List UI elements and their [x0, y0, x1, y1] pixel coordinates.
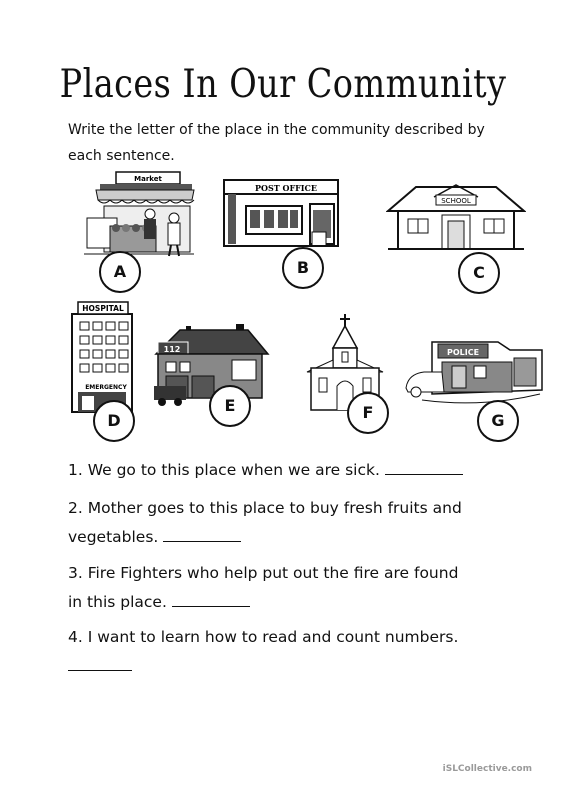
place-letter-c: C [458, 252, 500, 294]
hospital-icon [68, 300, 138, 414]
question-2 [68, 494, 508, 552]
question-4-text: 4. I want to learn how to read and count numbers. [68, 628, 459, 646]
question-1-text: 1. We go to this place when we are sick. [68, 461, 380, 479]
hospital-sign: HOSPITAL [82, 304, 124, 313]
question-2-line2: vegetables. [68, 528, 159, 546]
police-station-icon [402, 334, 546, 414]
question-2-line1: 2. Mother goes to this place to buy fresh fruits and [68, 499, 462, 517]
post-office-sign: POST OFFICE [254, 183, 318, 193]
watermark: iSLCollective.com [442, 764, 532, 774]
answer-blank-3[interactable] [172, 590, 250, 607]
post-office-icon [222, 178, 340, 250]
place-letter-d: D [93, 400, 135, 442]
question-3 [68, 559, 508, 617]
place-letter-a: A [99, 251, 141, 293]
place-letter-b: B [282, 247, 324, 289]
question-3-line2: in this place. [68, 593, 167, 611]
market-sign: Market [134, 175, 162, 183]
place-letter-e: E [209, 385, 251, 427]
place-letter-g: G [477, 400, 519, 442]
question-4 [68, 623, 508, 681]
school-icon [386, 183, 526, 255]
school-sign: SCHOOL [441, 197, 471, 205]
answer-blank-4[interactable] [68, 654, 132, 671]
answer-blank-1[interactable] [385, 458, 463, 475]
question-3-line1: 3. Fire Fighters who help put out the fire are found [68, 564, 459, 582]
instructions: Write the letter of the place in the community described by each sentence. [68, 122, 485, 164]
place-letter-f: F [347, 392, 389, 434]
market-icon [82, 170, 197, 260]
police-sign: POLICE [446, 348, 480, 357]
question-1 [68, 456, 508, 485]
answer-blank-2[interactable] [163, 525, 241, 542]
fire-station-sign: 112 [163, 345, 181, 354]
page-title: Places In Our Community [59, 62, 507, 107]
emergency-sign: EMERGENCY [85, 384, 127, 391]
